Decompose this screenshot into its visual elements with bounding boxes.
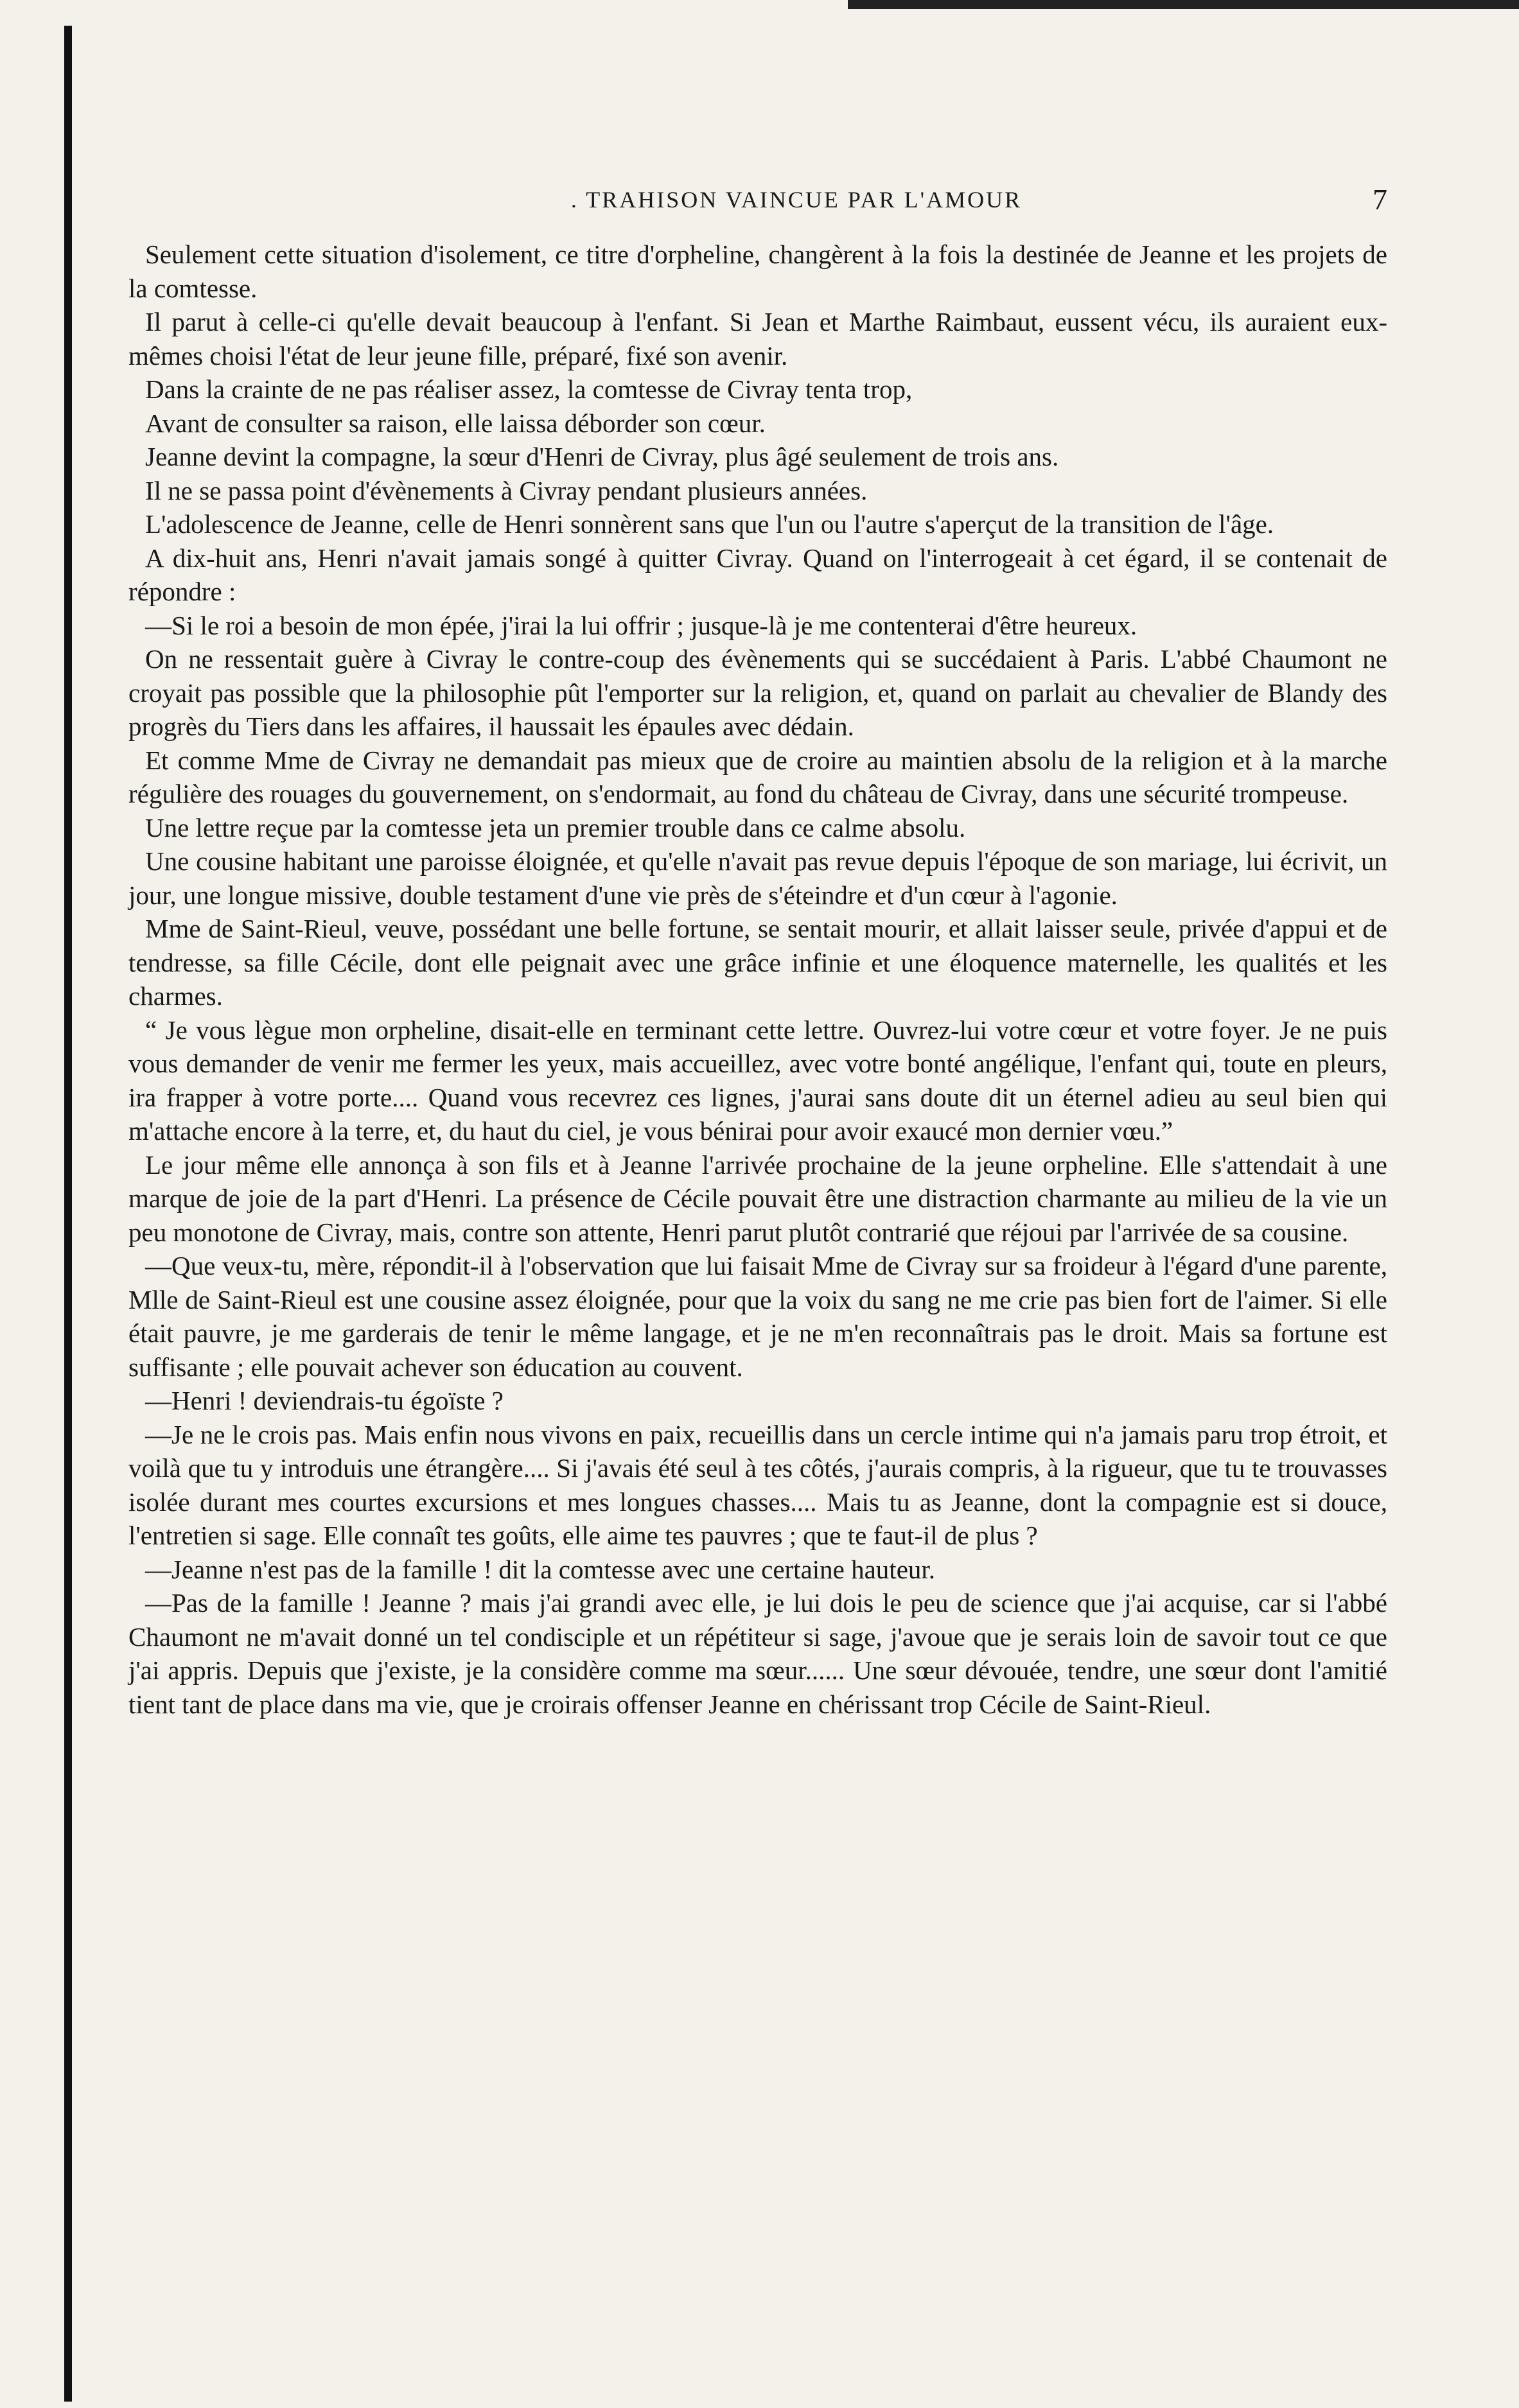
body-text (128, 238, 1387, 1721)
paragraph: A dix-huit ans, Henri n'avait jamais songé à quitter Civray. Quand on l'interrogeait à cet égard, il se contenait de répondre : (128, 543, 1387, 606)
paragraph: —Henri ! deviendrais-tu égoïste ? (145, 1386, 504, 1415)
page-number: 7 (1373, 183, 1387, 216)
page-header (128, 183, 1387, 225)
paragraph: Dans la crainte de ne pas réaliser assez, la comtesse de Civray tenta trop, (145, 374, 913, 404)
paragraph: —Pas de la famille ! Jeanne ? mais j'ai grandi avec elle, je lui dois le peu de science que j'ai acquise, car si l'abbé Chaumont ne m'avait donné un tel condisciple et un répétiteur si sage, j'avoue que je serais loin de savoir tout ce que j'ai appris. Depuis que j'existe, je la considère comme ma sœur...... Une sœur dévouée, tendre, une sœur dont l'amitié tient tant de place dans ma vie, que je croirais offenser Jeanne en chérissant trop Cécile de Saint-Rieul. (128, 1588, 1387, 1719)
paragraph: “ Je vous lègue mon orpheline, disait-elle en terminant cette lettre. Ouvrez-lui votre cœur et votre foyer. Je ne puis vous demander de venir me fermer les yeux, mais accueillez, avec votre bonté angélique, l'enfant qui, toute en pleurs, ira frapper à votre porte.... Quand vous recevrez ces lignes, j'aurai sans doute dit un éternel adieu au seul bien qui m'attache encore à la terre, et, du haut du ciel, je vous bénirai pour avoir exaucé mon dernier vœu.” (128, 1015, 1387, 1146)
paragraph: Jeanne devint la compagne, la sœur d'Henri de Civray, plus âgé seulement de trois ans. (145, 442, 1059, 471)
paragraph: Il ne se passa point d'évènements à Civray pendant plusieurs années. (145, 475, 868, 505)
paragraph: L'adolescence de Jeanne, celle de Henri sonnèrent sans que l'un ou l'autre s'aperçut de la transition de l'âge. (145, 509, 1274, 539)
paragraph: Une lettre reçue par la comtesse jeta un premier trouble dans ce calme absolu. (145, 812, 966, 842)
paragraph: Une cousine habitant une paroisse éloignée, et qu'elle n'avait pas revue depuis l'époque de son mariage, lui écrivit, un jour, une longue missive, double testament d'une vie près de s'éteindre et d'un cœur à l'agonie. (128, 846, 1387, 910)
paragraph: —Jeanne n'est pas de la famille ! dit la comtesse avec une certaine hauteur. (145, 1554, 936, 1584)
top-edge-rule (848, 0, 1519, 9)
paragraph: Seulement cette situation d'isolement, ce titre d'orpheline, changèrent à la fois la destinée de Jeanne et les projets de la comtesse. (128, 240, 1387, 303)
paragraph: Il parut à celle-ci qu'elle devait beaucoup à l'enfant. Si Jean et Marthe Raimbaut, eussent vécu, ils auraient eux-mêmes choisi l'état de leur jeune fille, préparé, fixé son avenir. (128, 307, 1387, 371)
paragraph: Avant de consulter sa raison, elle laissa déborder son cœur. (145, 408, 766, 438)
paragraph: —Je ne le crois pas. Mais enfin nous vivons en paix, recueillis dans un cercle intime qui n'a jamais paru trop étroit, et voilà que tu y introduis une étrangère.... Si j'avais été seul à tes côtés, j'aurais compris, à la rigueur, que tu te trouvasses isolée durant mes courtes excursions et mes longues chasses.... Mais tu as Jeanne, dont la compagnie est si douce, l'entretien si sage. Elle connaît tes goûts, elle aime tes pauvres ; que te faut-il de plus ? (128, 1419, 1387, 1550)
paragraph: Mme de Saint-Rieul, veuve, possédant une belle fortune, se sentait mourir, et allait laisser seule, privée d'appui et de tendresse, sa fille Cécile, dont elle peignait avec une grâce infinie et une éloquence maternelle, les qualités et les charmes. (128, 914, 1387, 1011)
binding-gutter-line (64, 26, 72, 2402)
paragraph: —Si le roi a besoin de mon épée, j'irai la lui offrir ; jusque-là je me contenterai d'être heureux. (145, 610, 1137, 640)
paragraph: On ne ressentait guère à Civray le contre-coup des évènements qui se succédaient à Paris. L'abbé Chaumont ne croyait pas possible que la philosophie pût l'emporter sur la religion, et, quand on parlait au chevalier de Blandy des progrès du Tiers dans les affaires, il haussait les épaules avec dédain. (128, 644, 1387, 741)
running-title: . TRAHISON VAINCUE PAR L'AMOUR (570, 187, 1023, 213)
paragraph: Et comme Mme de Civray ne demandait pas mieux que de croire au maintien absolu de la religion et à la marche régulière des rouages du gouvernement, on s'endormait, au fond du château de Civray, dans une sécurité trompeuse. (128, 745, 1387, 808)
paragraph: Le jour même elle annonça à son fils et à Jeanne l'arrivée prochaine de la jeune orpheline. Elle s'attendait à une marque de joie de la part d'Henri. La présence de Cécile pouvait être une distraction charmante au milieu de la vie un peu monotone de Civray, mais, contre son attente, Henri parut plutôt contrarié que réjoui par l'arrivée de sa cousine. (128, 1149, 1387, 1247)
paragraph: —Que veux-tu, mère, répondit-il à l'observation que lui faisait Mme de Civray sur sa froideur à l'égard d'une parente, Mlle de Saint-Rieul est une cousine assez éloignée, pour que la voix du sang ne me crie pas bien fort de l'aimer. Si elle était pauvre, je me garderais de tenir le même langage, et je ne m'en reconnaîtrais pas le droit. Mais sa fortune est suffisante ; elle pouvait achever son éducation au couvent. (128, 1251, 1387, 1382)
